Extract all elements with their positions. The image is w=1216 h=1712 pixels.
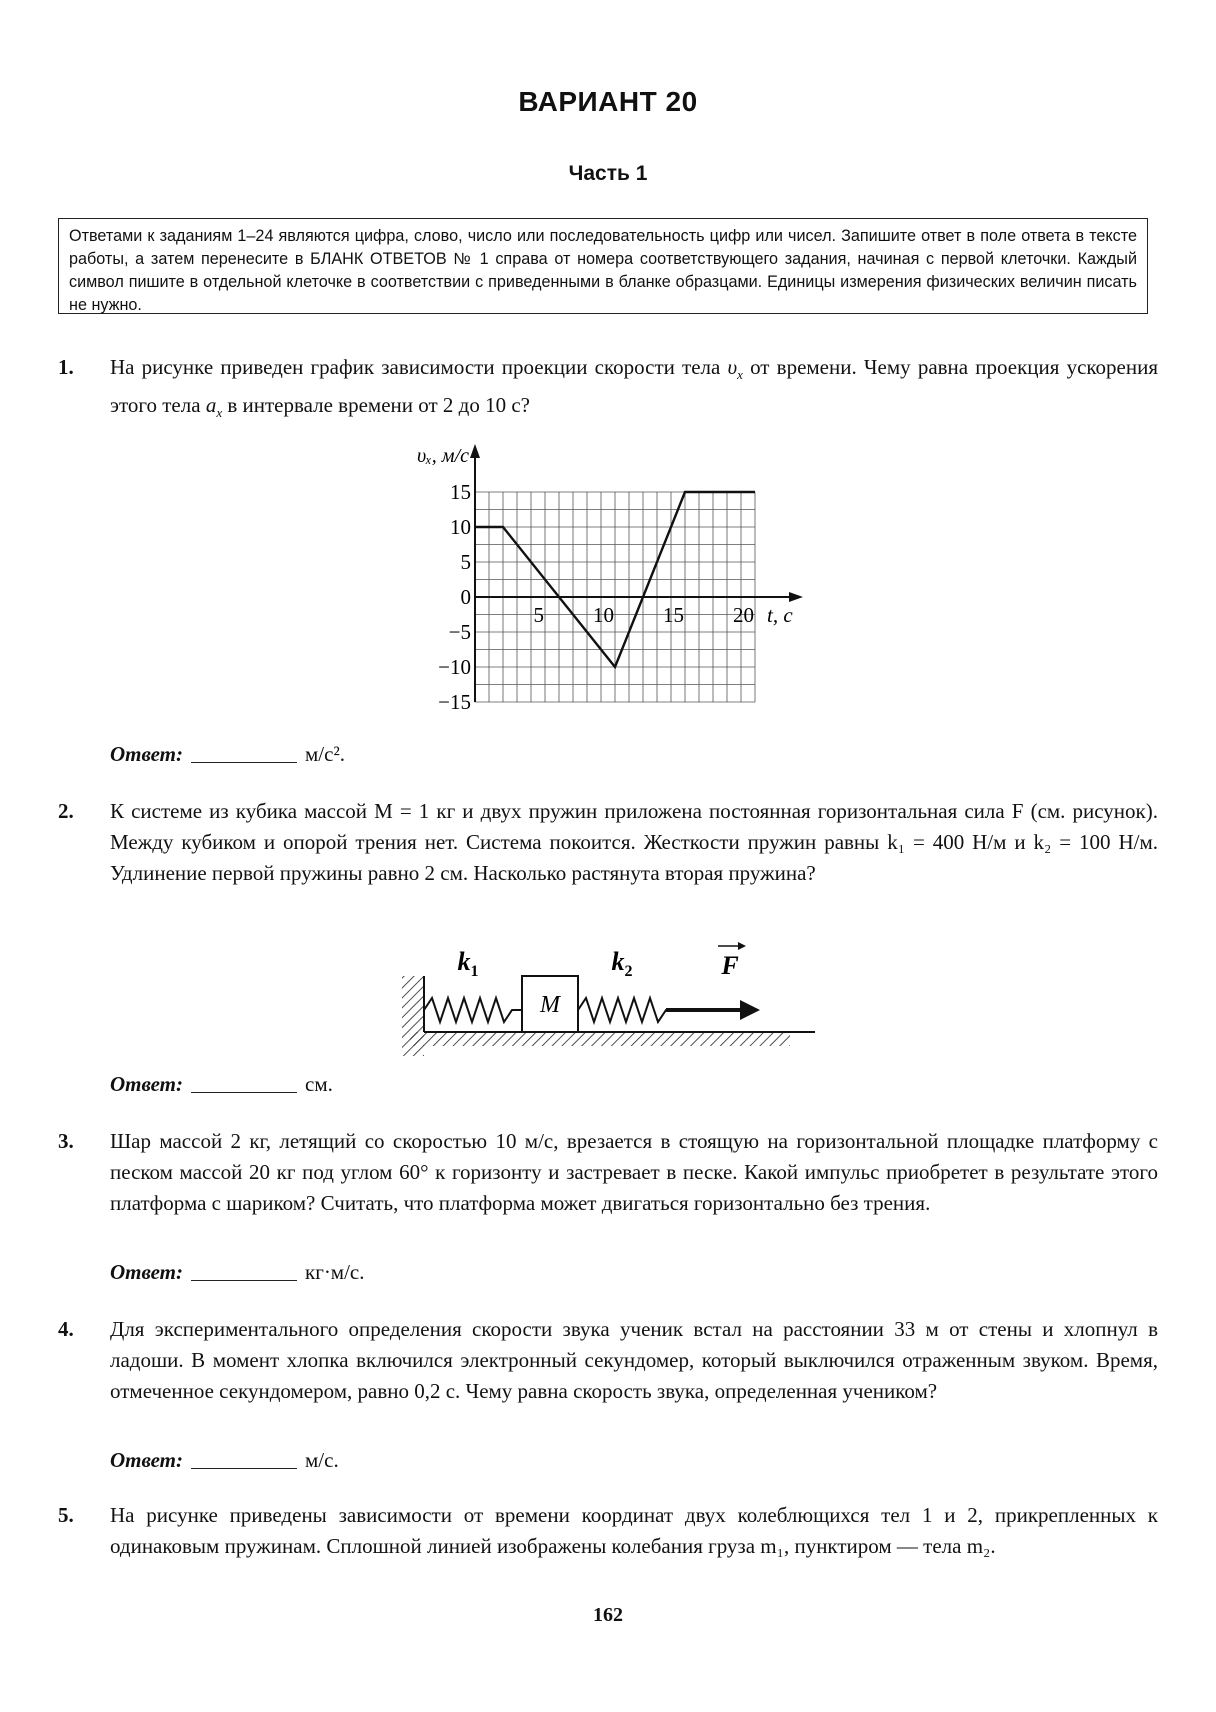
question-5 [58,1500,1158,1596]
x-tick-label: 10 [593,603,614,627]
answer-line-2 [110,1072,333,1097]
velocity-subscript: x [737,367,743,383]
part-heading: Часть 1 [568,162,648,185]
k2-label [612,947,633,980]
answer-line-1 [110,742,345,767]
question-text [110,352,1158,428]
question-number: 3. [58,1129,74,1153]
k2-subscript: 2 [624,963,633,980]
answer-field[interactable] [191,1091,297,1093]
k1-label [458,947,479,980]
spring-2 [578,998,680,1022]
answer-field[interactable] [191,1279,297,1281]
question-number: 1. [58,355,74,379]
x-tick-label: 15 [663,603,684,627]
answer-field[interactable] [191,761,297,763]
question-text-part: в интервале времени от 2 до 10 с? [222,393,530,418]
question-1 [58,352,1159,421]
question-text: Шар массой 2 кг, летящий со скоростью 10 м/с, врезается в стоящую на горизонтальной площадке платформу с песком массой 20 кг под углом 60° к горизонту и застревает в песке. Какой импульс приобретет в результате этого платформа с шариком? Считать, что платформа может двигаться горизонтально без трения. [110,1129,1158,1215]
y-tick-label: −10 [438,655,471,679]
spring-1 [424,998,522,1022]
page-title: ВАРИАНТ 20 [518,86,698,117]
force-vector-bar-head [738,942,746,950]
answer-label: Ответ: [110,1448,183,1472]
answer-unit: м/с. [305,1448,339,1472]
answer-unit: см. [305,1072,333,1096]
acceleration-subscript: x [216,405,223,421]
k2-symbol: k [611,947,625,976]
y-tick-label: 15 [450,480,471,504]
y-tick-label: −5 [448,620,471,644]
answer-label: Ответ: [110,1072,183,1096]
k1-subscript: 1 [470,963,479,980]
question-text: Для экспериментального определения скорости звука ученик встал на расстоянии 33 м от стены и хлопнул в ладоши. В момент хлопка включился электронный секундомер, который выключился отраженным звуком. Время, отмеченное секундомером, равно 0,2 с. Чему равна скорость звука, определенная учеником? [110,1317,1158,1403]
spring-system-figure [400,940,820,1060]
page-number: 162 [593,1604,623,1626]
k1-symbol: k [457,947,471,976]
acceleration-symbol: a [205,393,217,418]
question-2 [58,796,1158,924]
force-arrowhead [740,1000,760,1020]
velocity-time-chart [0,430,1216,740]
question-3 [58,1126,1158,1250]
instructions-box: Ответами к заданиям 1–24 являются цифра, слово, число или последовательность цифр или чисел. Запишите ответ в поле ответа в тексте работы, а затем перенесите в БЛАНК ОТВЕТОВ № 1 справа от номера соответствующего задания, начиная с первой клеточки. Каждый символ пишите в отдельной клеточке в соответствии с приведенными в бланке образцами. Единицы измерения физических величин писать не нужно. [58,218,1148,314]
x-axis-arrow [789,592,803,602]
y-tick-label: −15 [438,690,471,714]
x-tick-label: 5 [533,603,544,627]
y-axis-label: υₓ, м/с [416,445,469,467]
y-axis-arrow [470,444,480,458]
answer-field[interactable] [191,1467,297,1469]
answer-label: Ответ: [110,1260,183,1284]
x-tick-label: 20 [733,603,754,627]
question-number: 5. [58,1503,74,1527]
question-number: 4. [58,1317,74,1341]
y-tick-label: 5 [460,550,471,574]
question-4 [58,1314,1158,1438]
answer-unit: м/с². [305,742,345,766]
question-text-part: от времени. Чему равна проекция ускорения этого тела [110,355,1159,418]
answer-line-3 [110,1260,365,1285]
mass-label: M [540,992,560,1018]
answer-unit: кг·м/с. [305,1260,365,1284]
floor-hatching [410,1032,790,1046]
question-text: На рисунке приведены зависимости от времени координат двух колеблющихся тел 1 и 2, прикрепленных к одинаковым пружинам. Сплошной линией изображены колебания груза m₁, пунктиром — тела m₂. [110,1503,1158,1558]
answer-line-4 [110,1448,339,1473]
velocity-symbol: υ [727,355,738,379]
y-tick-label: 10 [450,515,471,539]
question-text: К системе из кубика массой M = 1 кг и двух пружин приложена постоянная горизонтальная сила F (см. рисунок). Между кубиком и опорой трения нет. Система покоится. Жесткости пружин равны k₁ = 400 Н/м и k₂ = 100 Н/м. Удлинение первой пружины равно 2 см. Насколько растянута вторая пружина? [110,799,1158,885]
y-tick-label: 0 [460,585,471,609]
answer-label: Ответ: [110,742,183,766]
question-text-part: На рисунке приведен график зависимости проекции скорости тела [110,355,728,379]
question-number: 2. [58,799,74,823]
force-label: F [721,951,739,980]
x-axis-label: t, с [767,603,793,627]
